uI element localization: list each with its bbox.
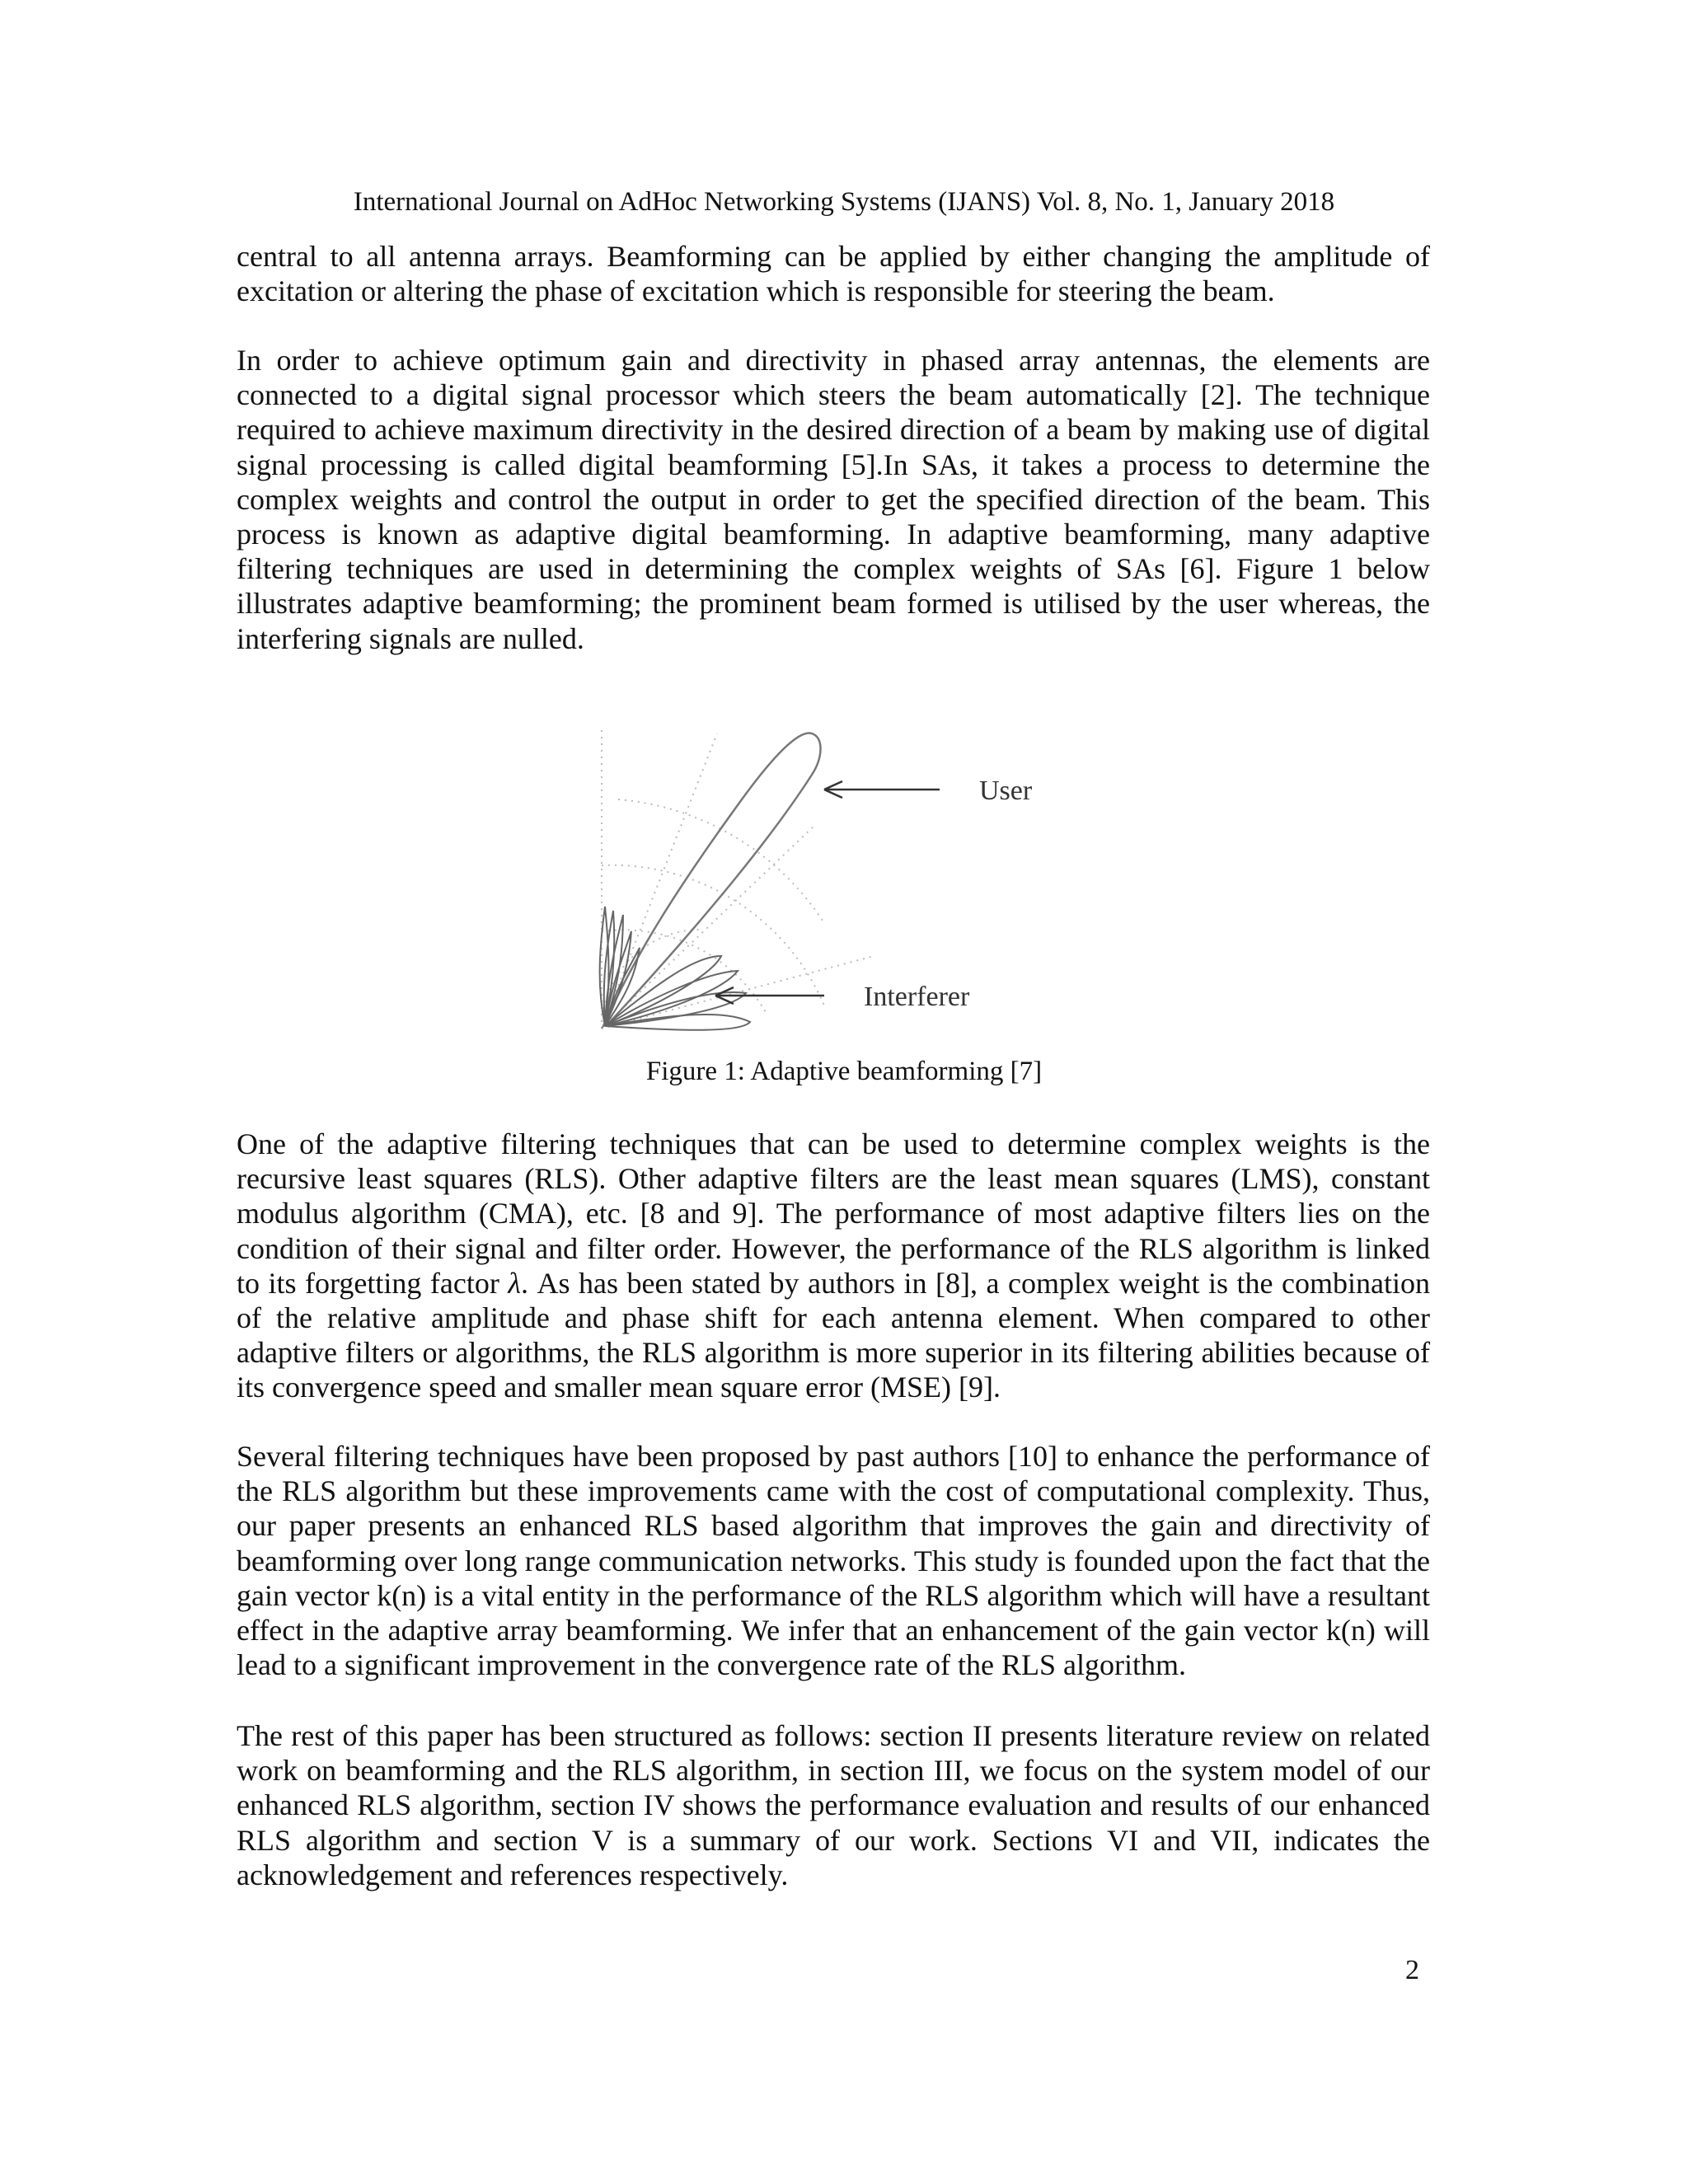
- running-head: International Journal on AdHoc Networking Systems (IJANS) Vol. 8, No. 1, January 2018: [353, 187, 1335, 217]
- beamforming-figure: [577, 709, 1088, 1055]
- interferer-label: Interferer: [864, 982, 970, 1012]
- body-paragraph-3-part-1: One of the adaptive filtering techniques that can be used to determine complex weights is the recursive least squares (RLS). Other adaptive filters are the least mean squares (LMS), constant modulus algorithm (CMA), etc. [8 and 9]. The performance of most adaptive filters lies on the condition of their signal and filter order. However, the performance of the RLS algorithm is linked to its forgetting factor: [237, 1127, 1430, 1300]
- user-label: User: [979, 776, 1033, 806]
- main-lobe: [603, 733, 821, 1026]
- body-paragraph-2: In order to achieve optimum gain and directivity in phased array antennas, the elements are connected to a digital signal processor which steers the beam automatically [2]. The technique required to achieve maximum directivity in the desired direction of a beam by making use of digital signal processing is called digital beamforming [5].In SAs, it takes a process to determine the complex weights and control the output in order to get the specified direction of the beam. This process is known as adaptive digital beamforming. In adaptive beamforming, many adaptive filtering techniques are used in determining the complex weights of SAs [6]. Figure 1 below illustrates adaptive beamforming; the prominent beam formed is utilised by the user whereas, the interfering signals are nulled.: [237, 344, 1430, 655]
- body-paragraph-4: Several filtering techniques have been proposed by past authors [10] to enhance the performance of the RLS algorithm but these improvements came with the cost of computational complexity. Thus, our paper presents an enhanced RLS based algorithm that improves the gain and directivity of beamforming over long range communication networks. This study is founded upon the fact that the gain vector k(n) is a vital entity in the performance of the RLS algorithm which will have a resultant effect in the adaptive array beamforming. We infer that an enhancement of the gain vector k(n) will lead to a significant improvement in the convergence rate of the RLS algorithm.: [237, 1440, 1430, 1682]
- body-paragraph-3: [237, 1127, 1430, 1405]
- user-arrow: [824, 781, 940, 798]
- beam-pattern-diagram: [577, 709, 1088, 1055]
- lambda-symbol: λ: [508, 1266, 521, 1300]
- page-number: 2: [1405, 1955, 1419, 1985]
- body-paragraph-3-part-2: . As has been stated by authors in [8], a complex weight is the combination of the relative amplitude and phase shift for each antenna element. When compared to other adaptive filters or algorithms, the RLS algorithm is more superior in its filtering abilities because of its convergence speed and smaller mean square error (MSE) [9].: [237, 1266, 1431, 1404]
- body-paragraph-5: The rest of this paper has been structured as follows: section II presents literature review on related work on beamforming and the RLS algorithm, in section III, we focus on the system model of our enhanced RLS algorithm, section IV shows the performance evaluation and results of our enhanced RLS algorithm and section V is a summary of our work. Sections VI and VII, indicates the acknowledgement and references respectively.: [237, 1719, 1430, 1891]
- figure-caption: Figure 1: Adaptive beamforming [7]: [645, 1057, 1043, 1086]
- body-paragraph-1: central to all antenna arrays. Beamforming can be applied by either changing the amplitude of excitation or altering the phase of excitation which is responsible for steering the beam.: [237, 240, 1430, 308]
